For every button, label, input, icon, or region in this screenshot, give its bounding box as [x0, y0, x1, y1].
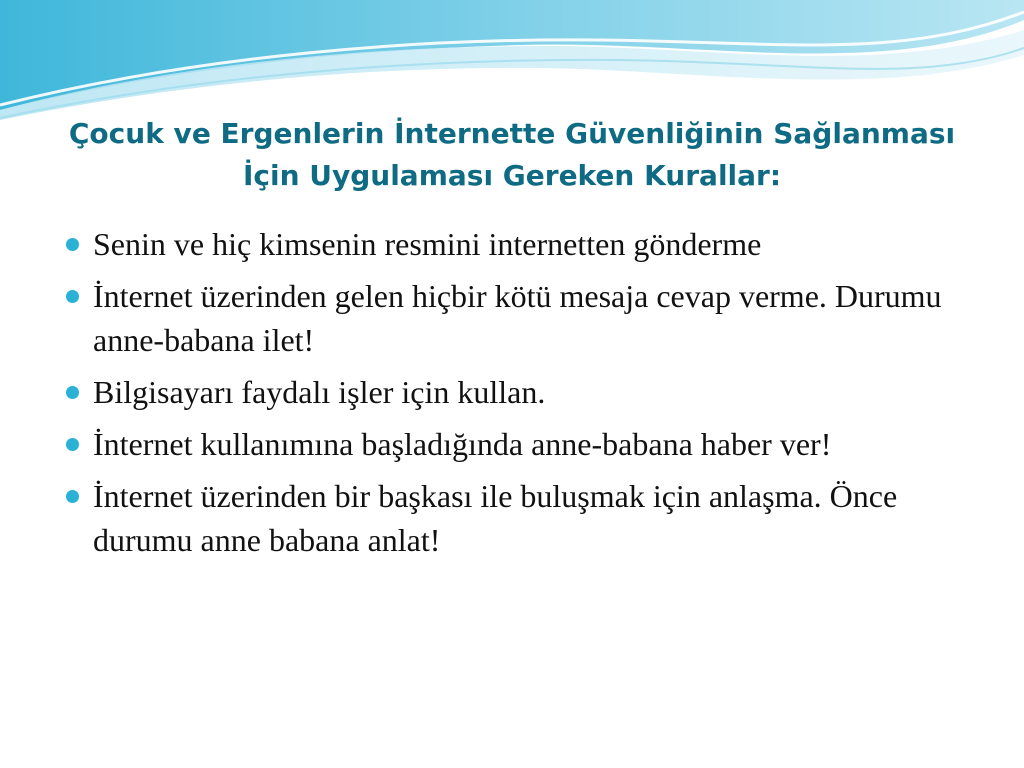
bullet-text: İnternet üzerinden bir başkası ile buluşmak için anlaşma. Önce durumu anne babana anlat! [93, 478, 898, 558]
list-item [66, 474, 966, 562]
slide-title-line2: İçin Uygulaması Gereken Kurallar: [242, 159, 782, 192]
slide-title-line1: Çocuk ve Ergenlerin İnternette Güvenliğinin Sağlanması [68, 117, 956, 150]
list-item [66, 422, 966, 466]
list-item [66, 370, 966, 414]
bullet-dot-icon [66, 238, 79, 251]
bullet-text: Bilgisayarı faydalı işler için kullan. [93, 374, 546, 410]
bullet-text: Senin ve hiç kimsenin resmini internetten gönderme [93, 226, 762, 262]
bullet-dot-icon [66, 438, 79, 451]
bullet-text: İnternet kullanımına başladığında anne-babana haber ver! [93, 426, 832, 462]
list-item [66, 274, 966, 362]
bullet-text: İnternet üzerinden gelen hiçbir kötü mesaja cevap verme. Durumu anne-babana ilet! [93, 278, 942, 358]
slide-title [20, 113, 1004, 197]
bullet-dot-icon [66, 386, 79, 399]
bullet-list [66, 222, 966, 570]
wave-header-decoration [0, 0, 1024, 130]
list-item [66, 222, 966, 266]
bullet-dot-icon [66, 490, 79, 503]
bullet-dot-icon [66, 290, 79, 303]
